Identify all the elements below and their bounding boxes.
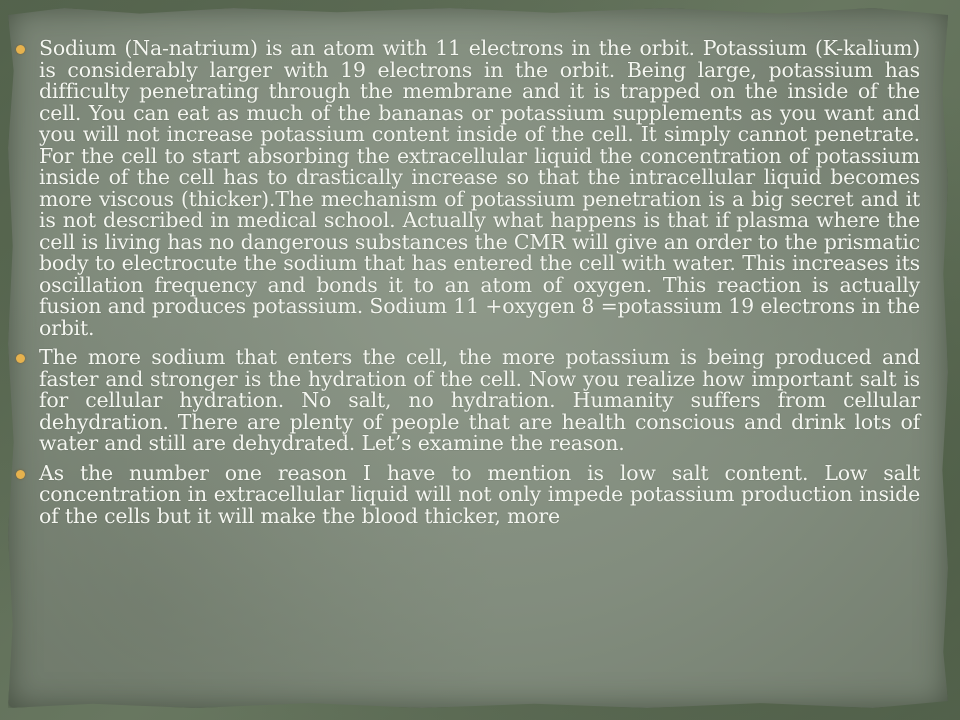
bullet-text: Sodium (Na-natrium) is an atom with 11 electrons in the orbit. Potassium (K-kalium) is considerably larger with 19 electrons in the orbit. Being large, potassium has difficulty penetrating through the membrane and it is trapped on the inside of the cell. You can eat as much of the bananas or potassium supplements as you want and you will not increase potassium content inside of the cell. It simply cannot penetrate. For the cell to start absorbing the extracellular liquid the concentration of potassium inside of the cell has to drastically increase so that the intracellular liquid becomes more viscous (thicker).The mechanism of potassium penetration is a big secret and it is not described in medical school. Actually what happens is that if plasma where the cell is living has no dangerous substances the CMR will give an order to the prismatic body to electrocute the sodium that has entered the cell with water. This increases its oscillation frequency and bonds it to an atom of oxygen. This reaction is actually fusion and produces potassium. Sodium 11 +oxygen 8 =potassium 19 electrons in the orbit. [39,36,920,340]
bullet-item-2 [16,347,920,455]
bullet-item-3 [16,460,920,528]
slide-body [16,38,920,535]
bullet-text: The more sodium that enters the cell, the more potassium is being produced and faster and stronger is the hydration of the cell. Now you realize how important salt is for cellular hydration. No salt, no hydration. Humanity suffers from cellular dehydration. There are plenty of people that are health conscious and drink lots of water and still are dehydrated. Let’s examine the reason. [39,345,920,455]
bullet-dot-icon [16,45,25,54]
bullet-dot-icon [16,470,25,479]
bullet-item-1 [16,38,920,339]
bullet-dot-icon [16,354,25,363]
bullet-text: As the number one reason I have to mention is low salt content. Low salt concentration in extracellular liquid will not only impede potassium production inside of the cells but it will make the blood thicker, more [39,460,920,528]
